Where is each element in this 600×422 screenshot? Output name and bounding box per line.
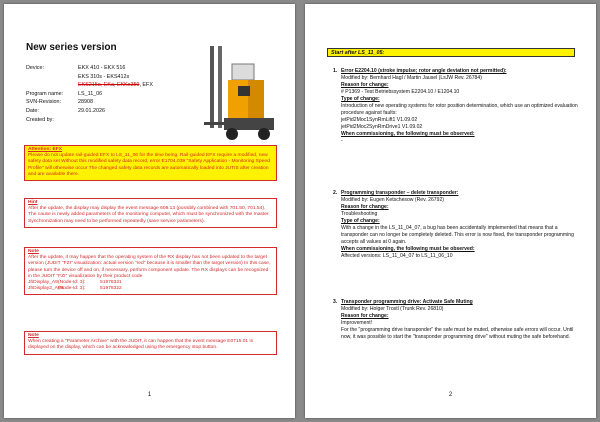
start-after-banner: Start after LS_11_05: <box>327 48 575 57</box>
meta-value: EKX 410 - EKX 516 <box>78 65 126 71</box>
device-row: JhDisplay2_A9X (Node-Id: 3): 51978322 <box>28 286 122 292</box>
type-label: Type of change: <box>341 96 380 102</box>
type-text: With a change in the LS_11_04_07, a bug has been accidentally implemented that means that a transponder can no longer be completely deleted. This error is now fixed, the transponder programming accepts all values at 0 again. <box>341 225 574 245</box>
note-heading: Note <box>28 249 39 254</box>
hint-box <box>24 198 277 228</box>
reason-text: Troubleshooting <box>341 211 378 217</box>
change-section <box>333 190 578 260</box>
meta-value: 29.01.2026 <box>78 107 105 114</box>
reason-label: Reason for change: <box>341 204 389 210</box>
commission-text: - <box>341 138 343 144</box>
modified-by: Modified by: Eugen Ketschesow (Rev. 26792) <box>341 197 444 203</box>
attention-efx-box <box>24 145 277 181</box>
attention-text: Please do not update rail-guided EFX to LS_11_06 for the time being. Rail-guided EFX require a modified, new safety data set Without this modified safety data record, error E1704.039 "Safety Application - Monitoring Speed Profile" will otherwise occur The changed safety data records are automatically loaded into JUTIS after creation and are available there. <box>28 153 270 177</box>
page-number: 1 <box>147 392 152 398</box>
section-heading: 1. Error E2204.10 (stroke impulse; rotor angle deviation not permitted): <box>333 68 507 74</box>
note-heading: Note <box>28 333 39 338</box>
reason-text: # P1369 - Test Betriebssystem E2204.10 / E1204.10 <box>341 89 460 95</box>
os-version: jetPid2Moc1SynRmLift1 V1.09.02 <box>341 117 418 123</box>
note-text: After the update, it may happen that the operating system of the RX display has not been updated to the target version (JUDIT "FZI" visualization: actual version "red" because it is smaller than the target version) In this case, please turn the device off and on, if necessary, perform component update. The RX displays can be recognized in the JUDIT "FZI" visualization by their product code <box>28 255 271 279</box>
type-text: For the "programming drive transponder" the safe must be muted, otherwise safe errors will occur. Until now, it was possible to start the "transponder programming drive" without muting the safe beforehand. <box>341 327 574 340</box>
hint-heading: Hint <box>28 200 38 205</box>
commission-label: When commissioning, the following must be observed: <box>341 246 475 252</box>
type-label: Type of change: <box>341 218 380 224</box>
meta-label: Program name: <box>26 90 64 97</box>
commission-text: Affected versions: LS_11_04_07 to LS_11_06_10 <box>341 253 453 259</box>
forklift-truck-image <box>202 44 282 144</box>
document-page-2 <box>305 4 596 418</box>
reason-label: Reason for change: <box>341 313 389 319</box>
meta-label: SVN-Revision: <box>26 99 62 106</box>
meta-value: EKS 310s - EKS412s <box>78 73 130 80</box>
modified-by: Modified by: Bernhard Hagl / Martin Jausel (LsJW Rev. 26784) <box>341 75 482 81</box>
document-page-1 <box>4 4 295 418</box>
modified-by: Modified by: Holger Trostl (Trunk Rev. 26810) <box>341 306 444 312</box>
attention-heading: Attention: EFX <box>28 147 62 152</box>
section-heading: 2. Programming transponder – delete transponder: <box>333 190 459 196</box>
reason-label: Reason for change: <box>341 82 389 88</box>
commission-label: When commissioning, the following must be observed: <box>341 131 475 137</box>
reason-text: Improvement! <box>341 320 373 326</box>
os-version: jetPid2Moc2SynRmDrive1 V1.09.02 <box>341 124 423 130</box>
note-rx-display-box <box>24 247 277 295</box>
type-text: Introduction of new operating systems for rotor position determination, which use an optimized evaluation procedure against faults: <box>341 103 578 116</box>
meta-value: LS_11_06 <box>78 90 103 97</box>
meta-label: Device: <box>26 65 44 71</box>
page-number: 2 <box>448 392 453 398</box>
device-row: JhDisplay_A9 (Node-Id: 3): 51978321 <box>28 280 122 286</box>
section-heading: 3. Transponder programming drive: Activate Safe Muting <box>333 299 473 305</box>
change-section <box>333 68 578 145</box>
page-title: New series version <box>26 42 117 53</box>
meta-label: Date: <box>26 107 39 114</box>
meta-label: Created by: <box>26 116 54 123</box>
meta-strikethrough: EKS215a, EKa, EKKs350 <box>78 82 140 89</box>
note-parameter-archive-box <box>24 331 277 355</box>
version-meta <box>26 64 153 124</box>
hint-text: After the update, the display may display the event message 608.13 (possibly combined with 701.50, 701.54). The cause is newly added parameters of the monitoring computer, which must be synchronized with the master. Synchronization may need to be performed repeatedly (save service parameters). <box>28 206 270 224</box>
meta-value: , EFX <box>139 82 153 89</box>
note-text: When creating a "Parameter Archive" with the JUDIT, it can happen that the event message E0715.01 is displayed on the display, which can be acknowledged using the emergency stop button. <box>28 339 254 351</box>
change-section <box>333 299 578 341</box>
meta-value: 28908 <box>78 99 93 106</box>
